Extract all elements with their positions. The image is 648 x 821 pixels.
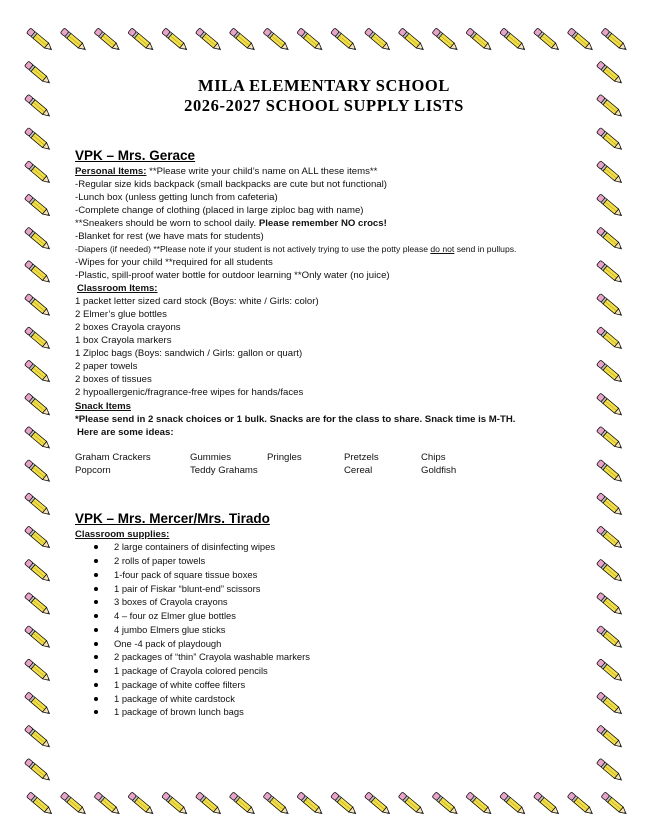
snack-idea: Chips <box>421 452 446 463</box>
pencil-icon <box>24 128 51 152</box>
pencil-icon <box>466 792 493 816</box>
pencil-icon <box>24 426 51 450</box>
bullet-icon <box>94 573 98 577</box>
supply-text: 2 packages of “thin” Crayola washable markers <box>114 651 310 662</box>
pencil-icon <box>24 260 51 284</box>
diapers-pullups: send in pullups. <box>454 244 517 254</box>
pencil-icon <box>229 792 256 816</box>
personal-item: -Plastic, spill-proof water bottle for outdoor learning **Only water (no juice) <box>75 270 390 281</box>
classroom-item: 2 hypoallergenic/fragrance-free wipes for hands/faces <box>75 387 304 398</box>
pencil-icon <box>364 28 391 52</box>
supply-text: 2 rolls of paper towels <box>114 555 206 566</box>
classroom-supplies-label: Classroom supplies: <box>75 529 170 540</box>
pencil-icon <box>432 28 459 52</box>
pencil-icon <box>596 426 623 450</box>
pencil-icon <box>297 792 324 816</box>
title-supply-lists: 2026-2027 SCHOOL SUPPLY LISTS <box>184 96 464 115</box>
classroom-item: 1 Ziploc bags (Boys: sandwich / Girls: gallon or quart) <box>75 348 303 359</box>
classroom-item: 2 boxes of tissues <box>75 374 152 385</box>
pencil-icon <box>26 792 53 816</box>
no-crocs-note: Please remember NO crocs! <box>258 218 387 229</box>
snack-idea: Teddy Grahams <box>190 465 258 476</box>
pencil-icon <box>596 526 623 550</box>
snack-idea: Popcorn <box>75 465 111 476</box>
pencil-icon <box>596 260 623 284</box>
classroom-item: 1 packet letter sized card stock (Boys: white / Girls: color) <box>75 296 319 307</box>
pencil-icon <box>24 526 51 550</box>
pencil-icon <box>263 28 290 52</box>
bullet-icon <box>94 545 98 549</box>
pencil-icon <box>596 460 623 484</box>
supply-text: 3 boxes of Crayola crayons <box>114 596 228 607</box>
pencil-icon <box>24 227 51 251</box>
pencil-icon <box>24 360 51 384</box>
pencil-icon <box>500 28 527 52</box>
pencil-icon <box>500 792 527 816</box>
pencil-icon <box>94 28 121 52</box>
bullet-icon <box>94 614 98 618</box>
pencil-icon <box>596 626 623 650</box>
snack-idea: Pringles <box>267 452 302 463</box>
personal-item: -Complete change of clothing (placed in large ziploc bag with name) <box>75 205 364 216</box>
pencil-icon <box>24 161 51 185</box>
pencil-icon <box>398 792 425 816</box>
bullet-icon <box>94 710 98 714</box>
pencil-icon <box>24 692 51 716</box>
pencil-icon <box>331 28 358 52</box>
supply-text: 1 package of white coffee filters <box>114 679 246 690</box>
classroom-item: 2 paper towels <box>75 361 138 372</box>
pencil-icon <box>24 460 51 484</box>
pencil-icon <box>26 28 53 52</box>
pencil-icon <box>263 792 290 816</box>
pencil-icon <box>567 792 594 816</box>
pencil-icon <box>601 792 628 816</box>
pencil-icon <box>24 626 51 650</box>
supply-text: 4 – four oz Elmer glue bottles <box>114 610 236 621</box>
pencil-icon <box>466 28 493 52</box>
classroom-items-label-text: Classroom Items: <box>77 283 158 294</box>
classroom-item: 2 Elmer’s glue bottles <box>75 309 167 320</box>
pencil-icon <box>596 360 623 384</box>
pencil-icon <box>24 758 51 782</box>
snack-idea: Cereal <box>344 465 373 476</box>
bullet-icon <box>94 683 98 687</box>
pencil-icon <box>24 725 51 749</box>
snack-idea: Pretzels <box>344 452 379 463</box>
pencil-icon <box>432 792 459 816</box>
pencil-icon <box>24 659 51 683</box>
pencil-icon <box>533 792 560 816</box>
supply-text: One -4 pack of playdough <box>114 638 222 649</box>
supply-text: 1-four pack of square tissue boxes <box>114 569 258 580</box>
bullet-icon <box>94 697 98 701</box>
title-school-name: MILA ELEMENTARY SCHOOL <box>198 76 450 95</box>
pencil-icon <box>229 28 256 52</box>
pencil-icon <box>94 792 121 816</box>
pencil-icon <box>24 592 51 616</box>
pencil-icon <box>596 194 623 218</box>
pencil-icon <box>533 28 560 52</box>
pencil-icon <box>596 128 623 152</box>
bullet-icon <box>94 669 98 673</box>
pencil-icon <box>60 28 87 52</box>
personal-item: -Lunch box (unless getting lunch from cafeteria) <box>75 192 278 203</box>
personal-item: -Regular size kids backpack (small backpacks are cute but not functional) <box>75 179 387 190</box>
pencil-icon <box>596 294 623 318</box>
pencil-icon <box>162 792 189 816</box>
supply-text: 1 package of Crayola colored pencils <box>114 665 268 676</box>
pencil-icon <box>24 493 51 517</box>
pencil-icon <box>596 393 623 417</box>
pencil-icon <box>398 28 425 52</box>
pencil-icon <box>596 161 623 185</box>
personal-item-sneakers <box>75 217 387 230</box>
classroom-items-label <box>77 282 158 295</box>
bullet-icon <box>94 600 98 604</box>
bullet-icon <box>94 628 98 632</box>
pencil-icon <box>331 792 358 816</box>
pencil-icon <box>596 327 623 351</box>
pencil-icon <box>24 294 51 318</box>
pencil-icon <box>596 592 623 616</box>
snack-items-label: Snack Items <box>75 401 131 412</box>
sneakers-note: **Sneakers should be worn to school daily. <box>75 218 259 229</box>
personal-item: -Wipes for your child **required for all students <box>75 257 273 268</box>
pencil-icon <box>601 28 628 52</box>
personal-items-label: Personal Items: <box>75 166 147 177</box>
pencil-icon <box>596 725 623 749</box>
pencil-icon <box>128 28 155 52</box>
pencil-icon <box>596 493 623 517</box>
pencil-icon <box>24 194 51 218</box>
snack-ideas-label: Here are some ideas: <box>77 427 174 438</box>
personal-item: -Blanket for rest (we have mats for students) <box>75 231 264 242</box>
snack-idea: Graham Crackers <box>75 452 151 463</box>
supply-text: 1 package of white cardstock <box>114 693 235 704</box>
pencil-icon <box>567 28 594 52</box>
pencil-icon <box>364 792 391 816</box>
supply-text: 1 package of brown lunch bags <box>114 706 244 717</box>
pencil-icon <box>128 792 155 816</box>
section-heading-gerace: VPK – Mrs. Gerace <box>75 148 196 163</box>
personal-items-line <box>75 165 377 178</box>
bullet-icon <box>94 587 98 591</box>
diapers-do-not: do not <box>430 244 455 254</box>
pencil-icon <box>24 559 51 583</box>
supply-text: 1 pair of Fiskar “blunt-end” scissors <box>114 583 261 594</box>
personal-items-note: **Please write your child’s name on ALL these items** <box>149 166 378 177</box>
pencil-icon <box>596 559 623 583</box>
pencil-icon <box>24 393 51 417</box>
snack-idea: Gummies <box>190 452 232 463</box>
pencil-icon <box>596 659 623 683</box>
bullet-icon <box>94 655 98 659</box>
pencil-icon <box>596 758 623 782</box>
bullet-icon <box>94 642 98 646</box>
bullet-icon <box>94 559 98 563</box>
pencil-icon <box>60 792 87 816</box>
pencil-icon <box>162 28 189 52</box>
pencil-icon <box>596 227 623 251</box>
snack-idea: Goldfish <box>421 465 457 476</box>
pencil-icon <box>596 692 623 716</box>
pencil-icon <box>24 327 51 351</box>
classroom-item: 1 box Crayola markers <box>75 335 172 346</box>
pencil-icon <box>195 792 222 816</box>
supply-text: 4 jumbo Elmers glue sticks <box>114 624 226 635</box>
snack-note: *Please send in 2 snack choices or 1 bulk. Snacks are for the class to share. Snack time is M-TH. <box>75 414 516 425</box>
classroom-item: 2 boxes Crayola crayons <box>75 322 181 333</box>
pencil-icon <box>297 28 324 52</box>
personal-item-diapers <box>75 243 516 256</box>
diapers-note: -Diapers (if needed) **Please note if your student is not actively trying to use the potty please <box>75 244 431 254</box>
supply-text: 2 large containers of disinfecting wipes <box>114 541 276 552</box>
pencil-icon <box>195 28 222 52</box>
section-heading-mercer-tirado: VPK – Mrs. Mercer/Mrs. Tirado <box>75 511 270 526</box>
